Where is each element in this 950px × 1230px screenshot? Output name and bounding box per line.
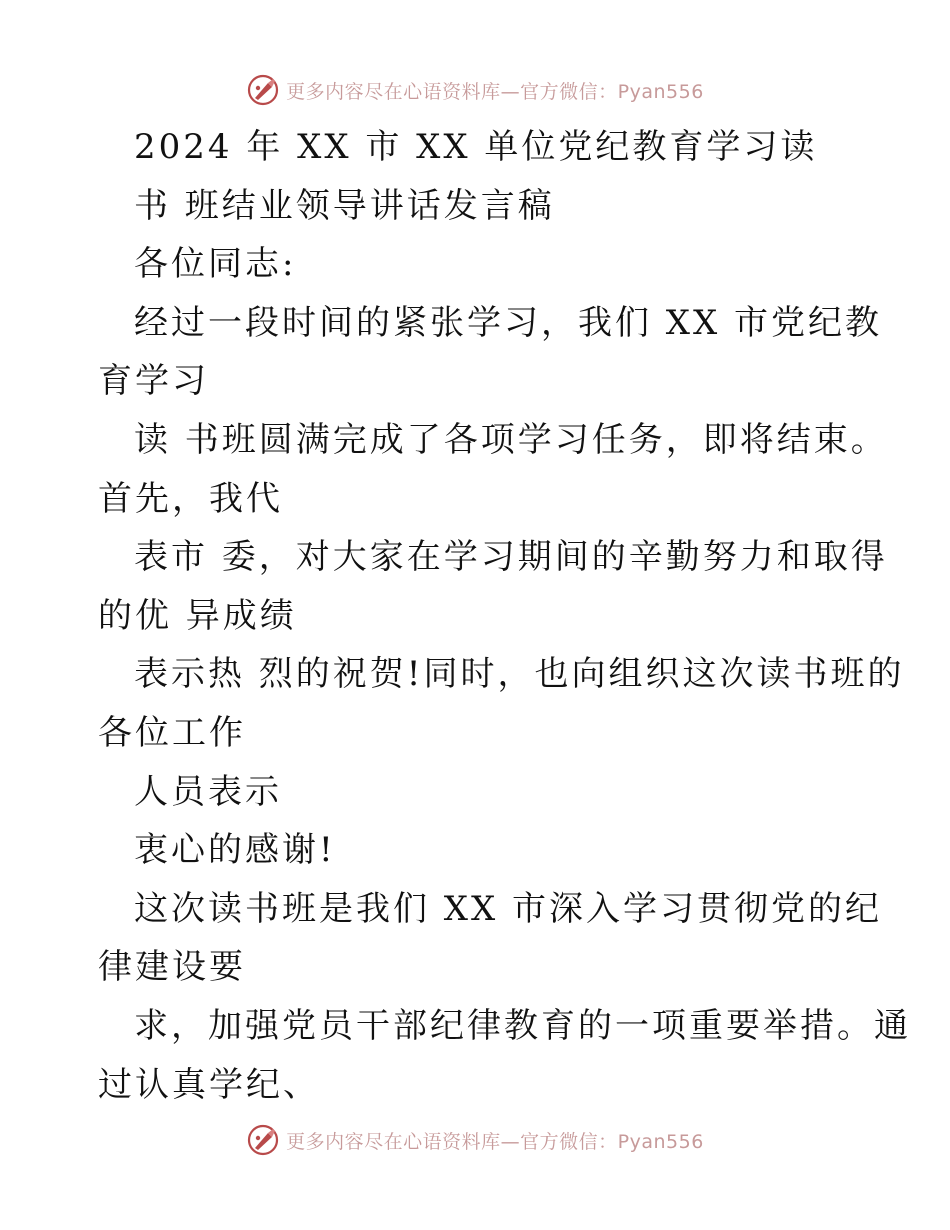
paragraph-line: 经过一段时间的紧张学习，我们 XX 市党纪教 — [134, 302, 883, 343]
title-line-2: 书 班结业领导讲话发言稿 — [134, 185, 555, 226]
paragraph-line: 各位工作 — [98, 712, 246, 753]
title-line-1: 2024 年 XX 市 XX 单位党纪教育学习读 — [134, 127, 818, 167]
paragraph-line: 人员表示 — [134, 771, 282, 812]
paragraph-line: 律建设要 — [98, 947, 246, 988]
paragraph-line: 表示热 烈的祝贺!同时，也向组织这次读书班的 — [134, 654, 905, 695]
paragraph-line: 求，加强党员干部纪律教育的一项重要举措。通 — [134, 1005, 911, 1046]
footer-banner-text: 更多内容尽在心语资料库—官方微信：Pyan556 — [286, 1130, 704, 1153]
document-body — [98, 118, 911, 1114]
paragraph-line: 育学习 — [98, 361, 209, 402]
pen-nib-logo-icon — [246, 1123, 280, 1157]
header-banner-text: 更多内容尽在心语资料库—官方微信：Pyan556 — [286, 80, 704, 103]
pen-nib-logo-icon — [246, 73, 280, 107]
paragraph-line: 衷心的感谢! — [134, 830, 336, 871]
footer-banner — [0, 1120, 950, 1160]
paragraph-line: 过认真学纪、 — [98, 1064, 320, 1105]
paragraph-line: 表市 委，对大家在学习期间的辛勤努力和取得 — [134, 537, 888, 578]
paragraph-line: 这次读书班是我们 XX 市深入学习贯彻党的纪 — [134, 888, 883, 929]
salutation: 各位同志: — [134, 244, 297, 285]
paragraph-line: 首先，我代 — [98, 478, 283, 519]
paragraph-line: 的优 异成绩 — [98, 595, 297, 636]
header-banner — [0, 70, 950, 110]
paragraph-line: 读 书班圆满完成了各项学习任务，即将结束。 — [134, 419, 888, 460]
